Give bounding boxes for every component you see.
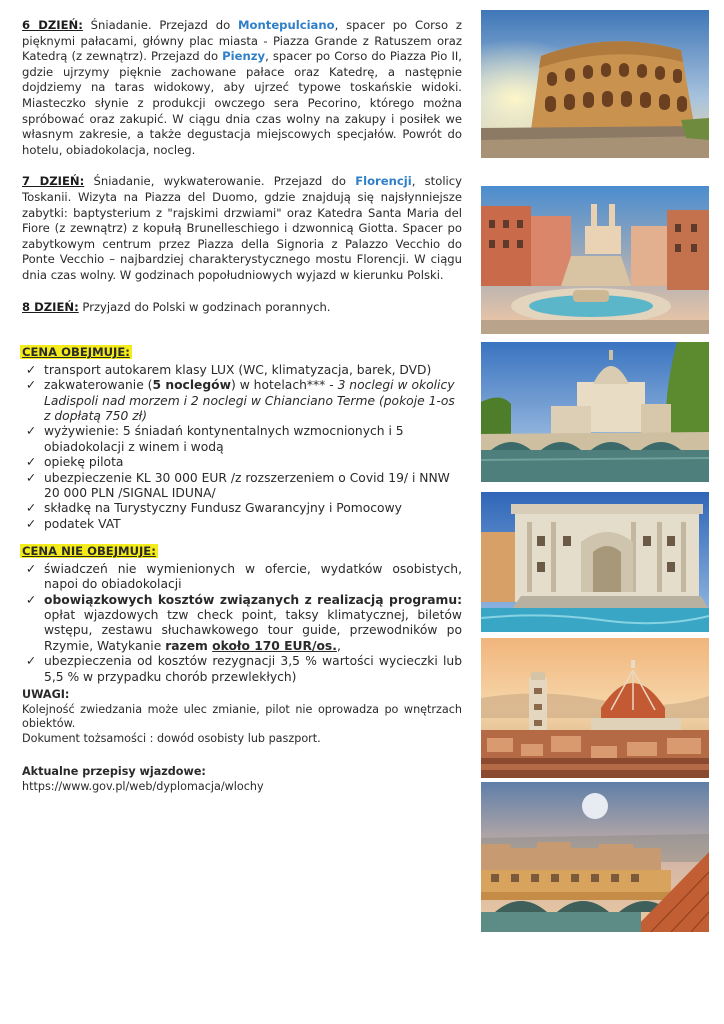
list-item [25, 592, 462, 655]
city-pienza: Pienzy [222, 49, 266, 64]
photo-trevi-fountain [481, 492, 709, 632]
check-icon: ✓ [25, 424, 37, 439]
list-item [25, 424, 462, 455]
list-item [25, 654, 462, 685]
photo-rome-fountain [481, 186, 709, 334]
city-florence: Florencji [355, 174, 412, 189]
day6-text-3: , spacer po Corso do Piazza Pio II, gdzie ujrzymy pięknie zachowane pałace oraz Katedrę, a następnie dojdziemy na taras widokowy, aby ujrzeć typowe toskańskie widoki. Miasteczko słynie z produkcji owczego sera Pecorino, którego można spróbować oraz zakupić. W ciągu dnia czas wolny na zakupy i posiłek we własnym zakresie, a także degustacja miejscowych specjałów. Powrót do hotelu, obiadokolacja, nocleg. [22, 49, 462, 157]
includes-item-text: podatek VAT [44, 516, 121, 531]
total-amount: około 170 EUR/os. [212, 638, 337, 653]
list-item [25, 362, 462, 378]
includes-item-text: składkę na Turystyczny Fundusz Gwarancyjny i Pomocowy [44, 501, 402, 516]
includes-heading [22, 345, 462, 361]
excludes-list [22, 562, 462, 685]
city-montepulciano: Montepulciano [238, 18, 335, 32]
day6-text-1: Śniadanie. Przejazd do [82, 18, 239, 32]
photo-florence-duomo [481, 638, 709, 778]
includes-item-text: zakwaterowanie ( [44, 378, 153, 393]
notes-heading: UWAGI: [22, 688, 70, 701]
mandatory-costs-title: obowiązkowych kosztów związanych z realizacją programu: [44, 592, 462, 607]
excludes-item-text: opłat wjazdowych tzw check point, taksy klimatycznej, biletów wstępu, zestawu słuchawkowego tour guide, przewodników po Rzymie, Watykanie [44, 607, 462, 653]
includes-item-text: opiekę pilota [44, 455, 124, 470]
regulations-url[interactable]: https://www.gov.pl/web/dyplomacja/wlochy [22, 779, 264, 793]
excludes-item-text: , [336, 638, 341, 653]
list-item [25, 378, 462, 424]
list-item [25, 470, 462, 502]
includes-heading-text: CENA OBEJMUJE: [22, 345, 130, 360]
list-item [25, 516, 462, 532]
excludes-item-text: ubezpieczenia od kosztów rezygnacji 3,5 % wartości wycieczki lub 5,5 % w przypadku chorób przewlekłych) [44, 654, 462, 684]
total-label: razem [165, 638, 213, 653]
includes-item-text: ) w hotelach*** - [230, 378, 338, 393]
day6-paragraph [22, 18, 462, 158]
day7-text-2: , stolicy Toskanii. Wizyta na Piazza del Duomo, gdzie znajdują się najsłynniejsze zabytki: baptysterium z "rajskimi drzwiami" oraz Katedra Santa Maria del Fiore (z zewnątrz) z kopułą Brunelleschiego i dzwonnicą Giotta. Spacer po zabytkowym centrum przez Piazza della Signoria z Palazzo Vecchio do Ponte Vecchio – najbardziej charakterystycznego mostu Florencji. W ciągu dnia czas wolny. W godzinach popołudniowych wyjazd w kierunku Polski. [22, 174, 462, 282]
check-icon: ✓ [25, 654, 37, 669]
day7-label: 7 DZIEŃ: [22, 174, 85, 189]
check-icon: ✓ [25, 501, 37, 516]
excludes-item-text: świadczeń nie wymienionych w ofercie, wydatków osobistych, napoi do obiadokolacji [44, 561, 462, 592]
photo-colosseum [481, 10, 709, 158]
notes-line-2: Dokument tożsamości : dowód osobisty lub paszport. [22, 731, 321, 745]
text-column [22, 18, 462, 795]
day7-paragraph [22, 174, 462, 283]
includes-item-text: ubezpieczenie KL 30 000 EUR /z rozszerzeniem o Covid 19/ i NNW 20 000 PLN /SIGNAL IDUNA/ [44, 470, 450, 500]
day6-text-2: , spacer po Corso z pięknymi pałacami, główny plac miasta - Piazza Grande z Ratuszem oraz Katedrą (z zewnątrz). Przejazd do [22, 18, 462, 64]
check-icon: ✓ [25, 516, 37, 531]
includes-list [22, 363, 462, 532]
photo-vatican [481, 342, 709, 482]
list-item [25, 455, 462, 470]
check-icon: ✓ [25, 455, 37, 470]
day6-label: 6 DZIEŃ: [22, 18, 83, 32]
nights-count: 5 noclegów [152, 378, 231, 393]
list-item [25, 501, 462, 516]
excludes-heading-text: CENA NIE OBEJMUJE: [22, 544, 156, 559]
check-icon: ✓ [25, 362, 37, 377]
excludes-heading [22, 544, 462, 560]
day8-paragraph [22, 300, 462, 316]
accommodation-details: 3 noclegi w okolicy Ladispoli nad morzem i 2 noclegi w Chianciano Terme (pokoje 1-os z dopłatą 750 zł) [44, 378, 455, 423]
check-icon: ✓ [25, 592, 37, 607]
includes-item-text: transport autokarem klasy LUX (WC, klimatyzacja, barek, DVD) [44, 362, 432, 377]
list-item [25, 561, 462, 593]
photo-ponte-vecchio [481, 782, 709, 932]
day8-text-1: Przyjazd do Polski w godzinach porannych. [78, 299, 331, 314]
regulations-heading: Aktualne przepisy wjazdowe: [22, 765, 206, 779]
check-icon: ✓ [25, 378, 37, 393]
check-icon: ✓ [25, 561, 37, 576]
day8-label: 8 DZIEŃ: [22, 299, 79, 314]
day7-text-1: Śniadanie, wykwaterowanie. Przejazd do [84, 174, 356, 189]
notes-line-1: Kolejność zwiedzania może ulec zmianie, pilot nie oprowadza po wnętrzach obiektów. [22, 702, 462, 731]
check-icon: ✓ [25, 470, 37, 485]
includes-item-text: wyżywienie: 5 śniadań kontynentalnych wzmocnionych i 5 obiadokolacji z winem i wodą [44, 424, 404, 454]
